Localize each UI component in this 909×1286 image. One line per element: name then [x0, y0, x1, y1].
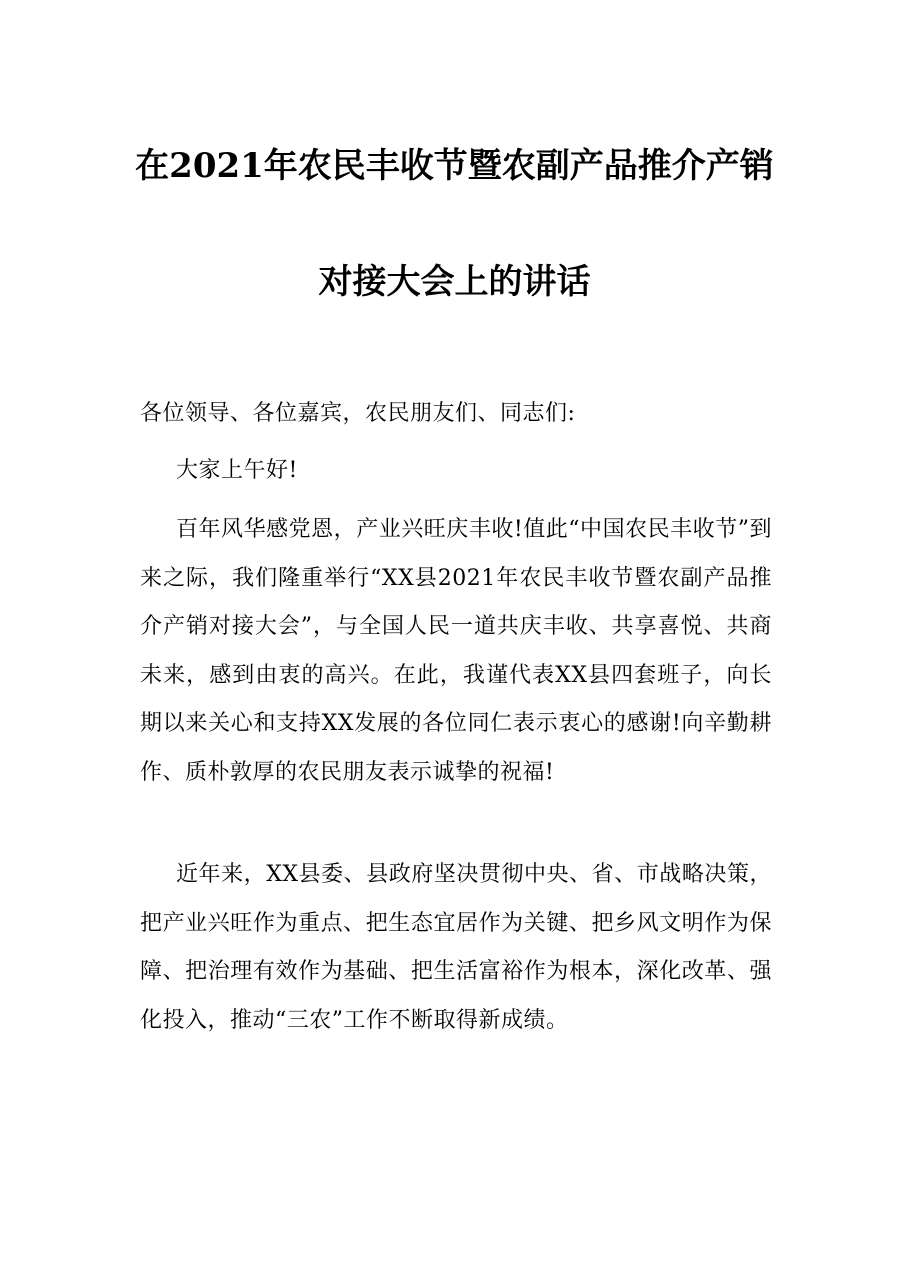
paragraph-2: 近年来，XX县委、县政府坚决贯彻中央、省、市战略决策，把产业兴旺作为重点、把生态宜居作为关键、把乡风文明作为保障、把治理有效作为基础、把生活富裕作为根本，深化改革、强化投入，推动“三农”工作不断取得新成绩。 — [140, 862, 772, 1033]
salutation: 各位领导、各位嘉宾，农民朋友们、同志们: — [140, 401, 576, 426]
paragraph-1: 百年风华感党恩，产业兴旺庆丰收!值此“中国农民丰收节”到来之际，我们隆重举行“XX县2021年农民丰收节暨农副产品推介产销对接大会”，与全国人民一道共庆丰收、共享喜悦、共商未来，感到由衷的高兴。在此，我谨代表XX县四套班子，向长期以来关心和支持XX发展的各位同仁表示衷心的感谢!向辛勤耕作、质朴敦厚的农民朋友表示诚挚的祝福! — [140, 517, 772, 785]
document-title-line-2: 对接大会上的讲话 — [318, 262, 591, 302]
document-title-line-1: 在2021年农民丰收节暨农副产品推介产销 — [135, 146, 774, 186]
greeting: 大家上午好! — [176, 458, 298, 483]
